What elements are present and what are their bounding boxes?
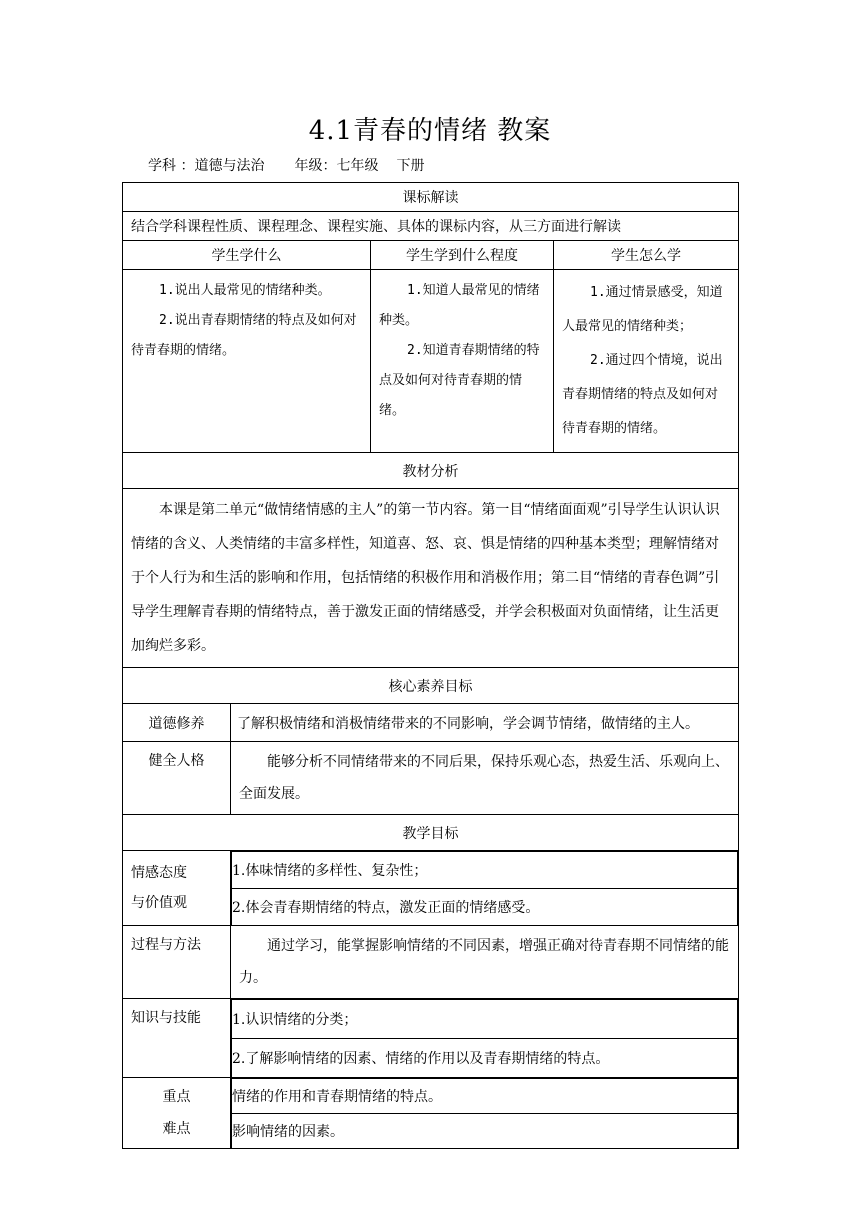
column-header-degree: 学生学到什么程度	[371, 241, 554, 270]
curriculum-intro: 结合学科课程性质、课程理念、课程实施、具体的课标内容，从三方面进行解读	[123, 212, 739, 241]
how-item: 1.通过情景感受，知道人最常见的情绪种类；	[562, 285, 723, 334]
emotion-item: 2.体会青春期情绪的特点，激发正面的情绪感受。	[232, 889, 738, 926]
core-cell-personality	[231, 742, 739, 815]
knowledge-items-cell	[231, 999, 739, 1078]
degree-item: 2.知道青春期情绪的特点及如何对待青春期的情绪。	[379, 343, 540, 418]
what-cell	[123, 270, 371, 453]
what-item: 1.说出人最常见的情绪种类。	[159, 283, 331, 298]
analysis-text: 本课是第二单元“做情绪情感的主人”的第一节内容。第一目“情绪面面观”引导学生认识认识情绪的含义、人类情绪的丰富多样性，知道喜、怒、哀、惧是情绪的四种基本类型；理解情绪对于个人行为和生活的影响和作用，包括情绪的积极作用和消极作用；第二目“情绪的青春色调”引导学生理解青春期的情绪特点，善于激发正面的情绪感受，并学会积极面对负面情绪，让生活更加绚烂多彩。	[131, 502, 720, 654]
knowledge-item: 2.了解影响情绪的因素、情绪的作用以及青春期情绪的特点。	[232, 1039, 738, 1078]
difficulty-label: 难点	[162, 1121, 191, 1137]
key-text: 情绪的作用和青春期情绪的特点。	[232, 1079, 738, 1114]
knowledge-label: 知识与技能	[123, 999, 231, 1078]
degree-item: 1.知道人最常见的情绪种类。	[379, 283, 540, 328]
core-text-moral: 了解积极情绪和消极情绪带来的不同影响，学会调节情绪，做情绪的主人。	[231, 704, 739, 742]
difficulty-text: 影响情绪的因素。	[232, 1114, 738, 1149]
degree-cell	[371, 270, 554, 453]
emotion-label-line: 与价值观	[131, 895, 187, 911]
column-header-what: 学生学什么	[123, 241, 371, 270]
knowledge-item: 1.认识情绪的分类；	[232, 1000, 738, 1039]
lesson-plan-table	[122, 182, 739, 1149]
core-label-moral: 道德修养	[123, 704, 231, 742]
document-title: 4.1青春的情绪 教案	[308, 116, 552, 146]
process-label: 过程与方法	[123, 926, 231, 999]
column-header-how: 学生怎么学	[554, 241, 739, 270]
analysis-cell	[123, 489, 739, 668]
core-text-personality: 能够分析不同情绪带来的不同后果，保持乐观心态，热爱生活、乐观向上、全面发展。	[239, 754, 729, 802]
emotion-item: 1.体味情绪的多样性、复杂性；	[232, 852, 738, 889]
key-difficulty-label-cell	[123, 1078, 231, 1149]
process-cell	[231, 926, 739, 999]
grade-label: 年级：七年级	[294, 158, 379, 174]
curriculum-header: 课标解读	[123, 183, 739, 212]
how-item: 2.通过四个情境，说出青春期情绪的特点及如何对待青春期的情绪。	[562, 353, 723, 436]
key-difficulty-cell	[231, 1078, 739, 1149]
emotion-items-cell	[231, 851, 739, 926]
volume-label: 下册	[396, 158, 425, 174]
what-item: 2.说出青春期情绪的特点及如何对待青春期的情绪。	[131, 313, 357, 358]
process-text: 通过学习，能掌握影响情绪的不同因素，增强正确对待青春期不同情绪的能力。	[239, 938, 729, 986]
subject-label: 学科 ：道德与法治	[148, 158, 265, 174]
analysis-header: 教材分析	[123, 453, 739, 489]
emotion-label-line: 情感态度	[131, 865, 187, 881]
goals-header: 教学目标	[123, 815, 739, 851]
core-label-personality: 健全人格	[123, 742, 231, 815]
how-cell	[554, 270, 739, 453]
core-header: 核心素养目标	[123, 668, 739, 704]
key-label: 重点	[162, 1089, 191, 1105]
subject-line	[148, 155, 428, 175]
emotion-label-cell	[123, 851, 231, 926]
